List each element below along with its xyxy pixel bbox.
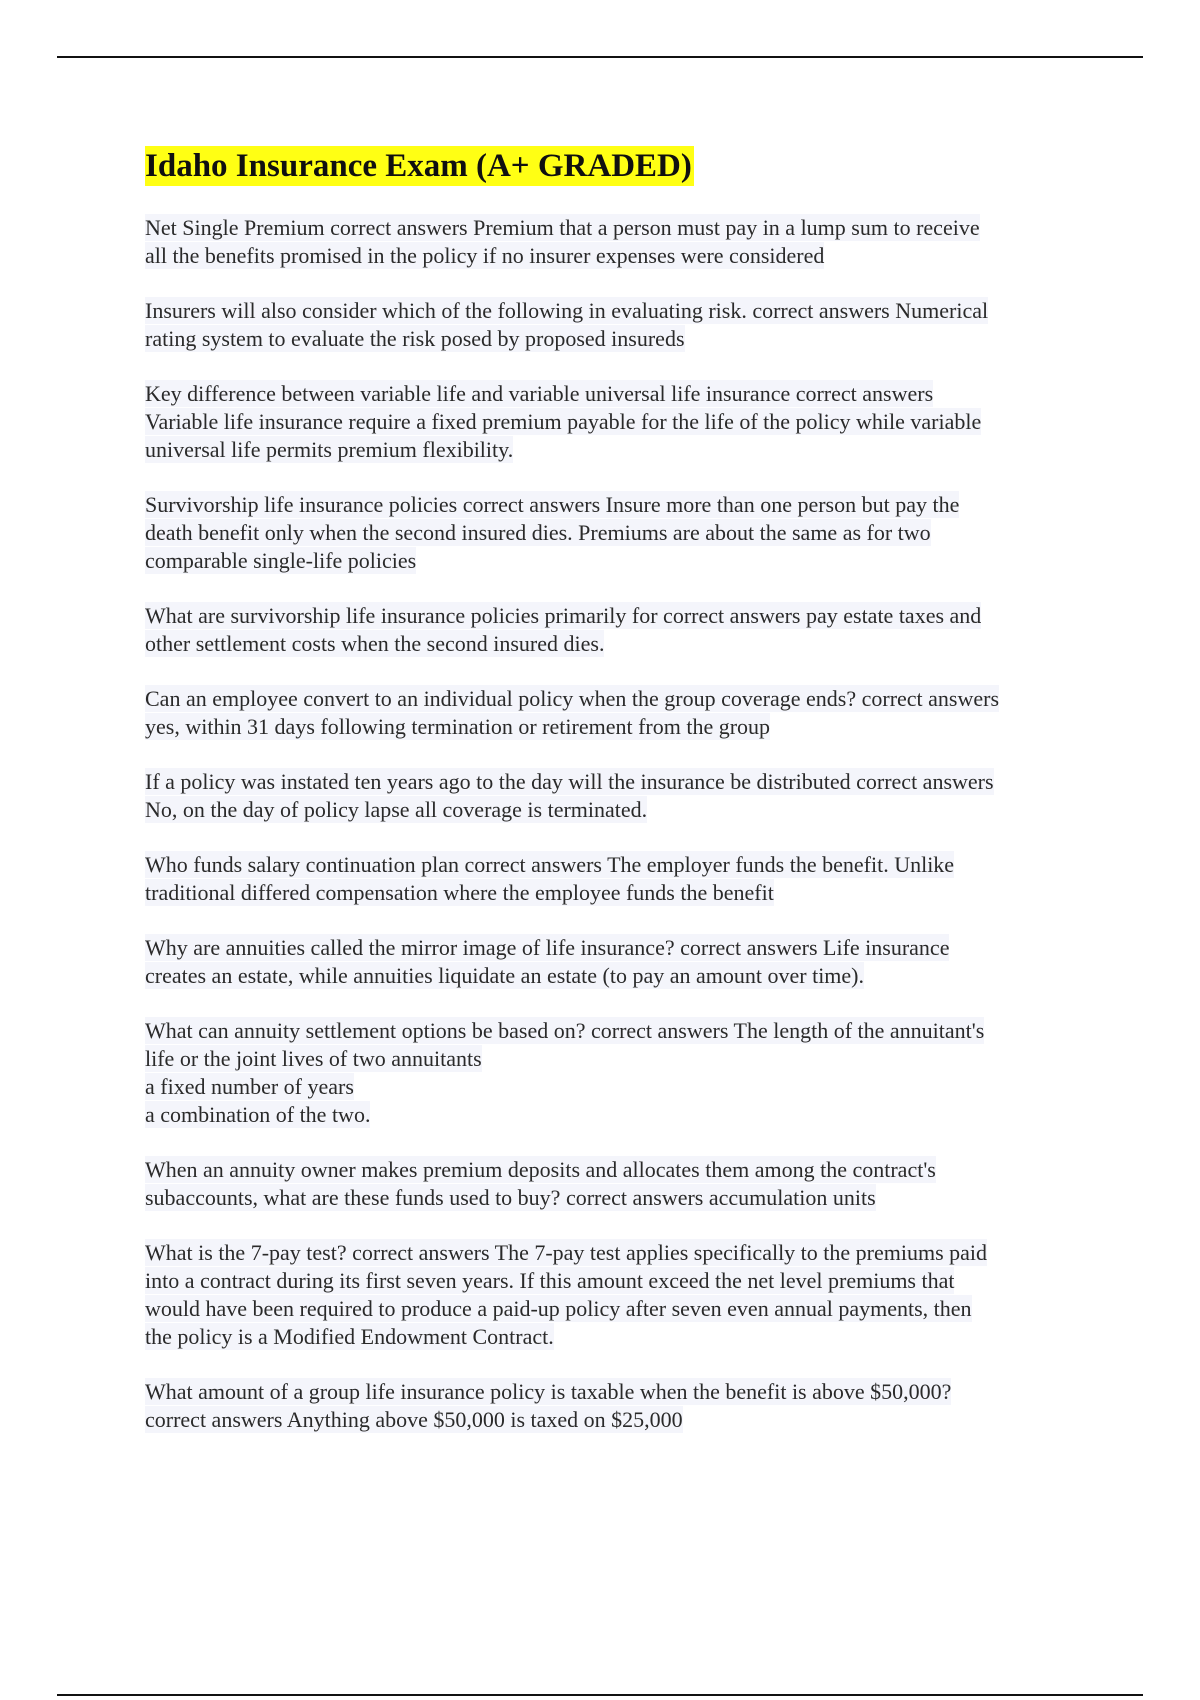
top-rule <box>57 56 1143 58</box>
qa-line: When an annuity owner makes premium deposits and allocates them among the contract's <box>145 1157 936 1182</box>
qa-line: Key difference between variable life and variable universal life insurance correct answers <box>145 381 934 406</box>
qa-line: comparable single-life policies <box>145 548 417 573</box>
qa-item <box>145 491 1095 575</box>
qa-line: If a policy was instated ten years ago to the day will the insurance be distributed correct answers <box>145 769 994 794</box>
qa-line: life or the joint lives of two annuitants <box>145 1046 482 1071</box>
qa-line: Insurers will also consider which of the following in evaluating risk. correct answers Numerical <box>145 298 989 323</box>
qa-item <box>145 1017 1095 1129</box>
qa-line: the policy is a Modified Endowment Contract. <box>145 1324 554 1349</box>
qa-line: correct answers Anything above $50,000 is taxed on $25,000 <box>145 1407 683 1432</box>
qa-item <box>145 685 1095 741</box>
qa-line: yes, within 31 days following termination or retirement from the group <box>145 714 771 739</box>
qa-line: creates an estate, while annuities liquidate an estate (to pay an amount over time). <box>145 963 865 988</box>
qa-line: a fixed number of years <box>145 1074 354 1099</box>
qa-line: What are survivorship life insurance policies primarily for correct answers pay estate taxes and <box>145 603 982 628</box>
qa-line: would have been required to produce a paid-up policy after seven even annual payments, then <box>145 1296 972 1321</box>
qa-item <box>145 1156 1095 1212</box>
qa-line: rating system to evaluate the risk posed by proposed insureds <box>145 326 685 351</box>
qa-line: Survivorship life insurance policies correct answers Insure more than one person but pay the <box>145 492 960 517</box>
qa-item <box>145 297 1095 353</box>
qa-item <box>145 934 1095 990</box>
document-body <box>145 146 1095 1461</box>
qa-line: What can annuity settlement options be based on? correct answers The length of the annuitant's <box>145 1018 985 1043</box>
qa-line: traditional differed compensation where the employee funds the benefit <box>145 880 774 905</box>
qa-line: death benefit only when the second insured dies. Premiums are about the same as for two <box>145 520 931 545</box>
bottom-rule <box>57 1694 1143 1696</box>
qa-line: universal life permits premium flexibility. <box>145 437 514 462</box>
qa-line: No, on the day of policy lapse all coverage is terminated. <box>145 797 648 822</box>
qa-line: Why are annuities called the mirror image of life insurance? correct answers Life insurance <box>145 935 950 960</box>
qa-line: a combination of the two. <box>145 1102 371 1127</box>
qa-line: all the benefits promised in the policy if no insurer expenses were considered <box>145 243 825 268</box>
document-title: Idaho Insurance Exam (A+ GRADED) <box>145 148 692 184</box>
qa-line: other settlement costs when the second insured dies. <box>145 631 605 656</box>
qa-item <box>145 380 1095 464</box>
qa-item <box>145 214 1095 270</box>
qa-item <box>145 1239 1095 1351</box>
qa-line: Net Single Premium correct answers Premium that a person must pay in a lump sum to receive <box>145 215 980 240</box>
qa-item <box>145 851 1095 907</box>
qa-line: What amount of a group life insurance policy is taxable when the benefit is above $50,000? <box>145 1379 952 1404</box>
qa-item <box>145 602 1095 658</box>
qa-line: Variable life insurance require a fixed premium payable for the life of the policy while variable <box>145 409 982 434</box>
qa-line: Who funds salary continuation plan correct answers The employer funds the benefit. Unlike <box>145 852 955 877</box>
qa-line: into a contract during its first seven years. If this amount exceed the net level premiums that <box>145 1268 955 1293</box>
qa-line: What is the 7-pay test? correct answers The 7-pay test applies specifically to the premiums paid <box>145 1240 988 1265</box>
qa-line: Can an employee convert to an individual policy when the group coverage ends? correct answers <box>145 686 1000 711</box>
qa-item <box>145 1378 1095 1434</box>
qa-item <box>145 768 1095 824</box>
qa-line: subaccounts, what are these funds used to buy? correct answers accumulation units <box>145 1185 876 1210</box>
